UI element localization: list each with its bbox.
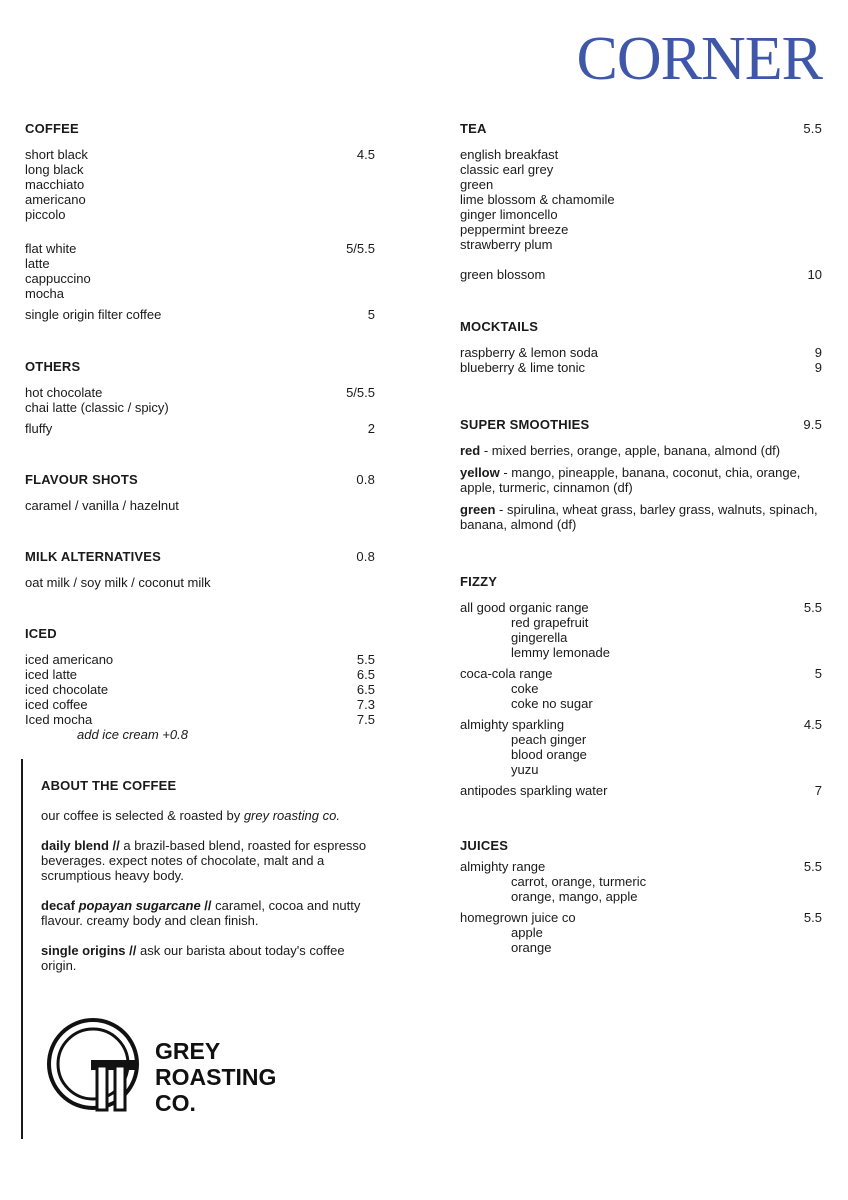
menu-subitem: yuzu bbox=[511, 762, 539, 777]
flavour-section bbox=[25, 472, 375, 513]
menu-item: hot chocolate 5/5.5 bbox=[25, 385, 375, 400]
mocktails-section bbox=[460, 319, 822, 375]
menu-subitem: carrot, orange, turmeric bbox=[511, 874, 647, 889]
price: 7.5 bbox=[356, 712, 375, 727]
menu-item: ginger limoncello bbox=[460, 207, 558, 222]
price: 6.5 bbox=[356, 682, 375, 697]
left-column bbox=[25, 121, 375, 742]
price: 5.5 bbox=[803, 910, 822, 925]
juices-section bbox=[460, 838, 822, 955]
menu-subitem: gingerella bbox=[511, 630, 568, 645]
section-title: FIZZY bbox=[460, 574, 498, 589]
about-paragraph: decaf popayan sugarcane // caramel, cocoa and nutty flavour. creamy body and clean finish. bbox=[41, 898, 361, 928]
section-title: TEA bbox=[460, 121, 487, 136]
g-monogram-icon bbox=[45, 1014, 145, 1114]
menu-item: iced chocolate 6.5 bbox=[25, 682, 375, 697]
coffee-group-2 bbox=[25, 241, 375, 301]
menu-subitem: lemmy lemonade bbox=[511, 645, 610, 660]
smoothie-item: green - spirulina, wheat grass, barley grass, walnuts, spinach, banana, almond (df) bbox=[460, 502, 818, 532]
menu-item: almighty range 5.5 bbox=[460, 859, 822, 874]
grey-roasting-logo bbox=[45, 1014, 305, 1114]
price: 6.5 bbox=[356, 667, 375, 682]
price: 5 bbox=[367, 307, 375, 322]
menu-item: peppermint breeze bbox=[460, 222, 569, 237]
price: 9.5 bbox=[803, 417, 822, 432]
section-title: OTHERS bbox=[25, 359, 81, 374]
smoothie-item: yellow - mango, pineapple, banana, coconut, chia, orange, apple, turmeric, cinnamon (df) bbox=[460, 465, 801, 495]
fizzy-section bbox=[460, 574, 822, 798]
menu-item: americano bbox=[25, 192, 86, 207]
price: 5.5 bbox=[803, 859, 822, 874]
coffee-group-1 bbox=[25, 147, 375, 222]
price: 5.5 bbox=[803, 600, 822, 615]
section-title: COFFEE bbox=[25, 121, 79, 136]
juice-group bbox=[460, 910, 822, 955]
menu-item: iced coffee 7.3 bbox=[25, 697, 375, 712]
price: 9 bbox=[814, 345, 822, 360]
menu-item: green bbox=[460, 177, 494, 192]
price: 4.5 bbox=[356, 147, 375, 162]
menu-item: cappuccino bbox=[25, 271, 91, 286]
menu-subitem: orange, mango, apple bbox=[511, 889, 638, 904]
menu-item: homegrown juice co 5.5 bbox=[460, 910, 822, 925]
about-paragraph: single origins // ask our barista about today's coffee origin. bbox=[41, 943, 345, 973]
about-paragraph: daily blend // a brazil-based blend, roasted for espresso beverages. expect notes of chocolate, malt and a scrumptious heavy body. bbox=[41, 838, 367, 883]
fizzy-group bbox=[460, 717, 822, 777]
price: 5.5 bbox=[803, 121, 822, 136]
price: 5/5.5 bbox=[346, 241, 375, 256]
menu-item: Iced mocha 7.5 bbox=[25, 712, 375, 727]
menu-subitem: blood orange bbox=[511, 747, 587, 762]
menu-item: latte bbox=[25, 256, 50, 271]
section-title: JUICES bbox=[460, 838, 509, 853]
menu-item: almighty sparkling 4.5 bbox=[460, 717, 822, 732]
section-title: SUPER SMOOTHIES bbox=[460, 417, 590, 432]
menu-item: piccolo bbox=[25, 207, 66, 222]
logo-text: GREY ROASTING CO. bbox=[155, 1038, 277, 1116]
price: 5/5.5 bbox=[346, 385, 375, 400]
menu-item: english breakfast bbox=[460, 147, 559, 162]
fizzy-group bbox=[460, 666, 822, 711]
menu-item: chai latte (classic / spicy) bbox=[25, 400, 169, 415]
menu-item: short black 4.5 bbox=[25, 147, 375, 162]
menu-subitem: coke bbox=[511, 681, 539, 696]
menu-subitem: coke no sugar bbox=[511, 696, 593, 711]
coffee-section bbox=[25, 121, 375, 322]
section-title: MOCKTAILS bbox=[460, 319, 539, 334]
menu-subitem: orange bbox=[511, 940, 552, 955]
flavour-options: caramel / vanilla / hazelnut bbox=[25, 498, 179, 513]
fizzy-group bbox=[460, 600, 822, 660]
menu-item: flat white 5/5.5 bbox=[25, 241, 375, 256]
smoothie-item: red - mixed berries, orange, apple, banana, almond (df) bbox=[460, 443, 781, 458]
tea-section bbox=[460, 121, 822, 282]
menu-subitem: apple bbox=[511, 925, 543, 940]
menu-item: strawberry plum bbox=[460, 237, 553, 252]
menu-item: fluffy 2 bbox=[25, 421, 375, 436]
about-paragraph: our coffee is selected & roasted by grey roasting co. bbox=[41, 808, 340, 823]
menu-item: coca-cola range 5 bbox=[460, 666, 822, 681]
section-title: MILK ALTERNATIVES bbox=[25, 549, 162, 564]
price: 5.5 bbox=[356, 652, 375, 667]
ice-cream-note: add ice cream +0.8 bbox=[77, 727, 188, 742]
menu-item: blueberry & lime tonic 9 bbox=[460, 360, 822, 375]
menu-item: classic earl grey bbox=[460, 162, 554, 177]
about-the-coffee bbox=[21, 759, 371, 1139]
price: 7 bbox=[814, 783, 822, 798]
milk-section bbox=[25, 549, 375, 590]
iced-section bbox=[25, 626, 375, 742]
price: 4.5 bbox=[803, 717, 822, 732]
others-section bbox=[25, 359, 375, 436]
section-title: FLAVOUR SHOTS bbox=[25, 472, 138, 487]
price: 2 bbox=[367, 421, 375, 436]
section-title: ICED bbox=[25, 626, 57, 641]
brand-title: CORNER bbox=[576, 25, 822, 93]
price: 5 bbox=[814, 666, 822, 681]
menu-item: green blossom 10 bbox=[460, 267, 822, 282]
menu-item: iced americano 5.5 bbox=[25, 652, 375, 667]
price: 0.8 bbox=[356, 472, 375, 487]
menu-subitem: peach ginger bbox=[511, 732, 587, 747]
menu-item: single origin filter coffee 5 bbox=[25, 307, 375, 322]
menu-item: raspberry & lemon soda 9 bbox=[460, 345, 822, 360]
smoothies-section bbox=[460, 417, 822, 532]
menu-item: macchiato bbox=[25, 177, 85, 192]
milk-options: oat milk / soy milk / coconut milk bbox=[25, 575, 211, 590]
about-title: ABOUT THE COFFEE bbox=[41, 778, 177, 793]
juice-group bbox=[460, 859, 822, 904]
price: 9 bbox=[814, 360, 822, 375]
right-column bbox=[460, 121, 822, 961]
menu-item: all good organic range 5.5 bbox=[460, 600, 822, 615]
price: 0.8 bbox=[356, 549, 375, 564]
price: 7.3 bbox=[356, 697, 375, 712]
menu-subitem: red grapefruit bbox=[511, 615, 589, 630]
menu-item: iced latte 6.5 bbox=[25, 667, 375, 682]
menu-item: mocha bbox=[25, 286, 65, 301]
menu-item: lime blossom & chamomile bbox=[460, 192, 615, 207]
menu-item: long black bbox=[25, 162, 84, 177]
menu-item: antipodes sparkling water 7 bbox=[460, 783, 822, 798]
price: 10 bbox=[807, 267, 822, 282]
